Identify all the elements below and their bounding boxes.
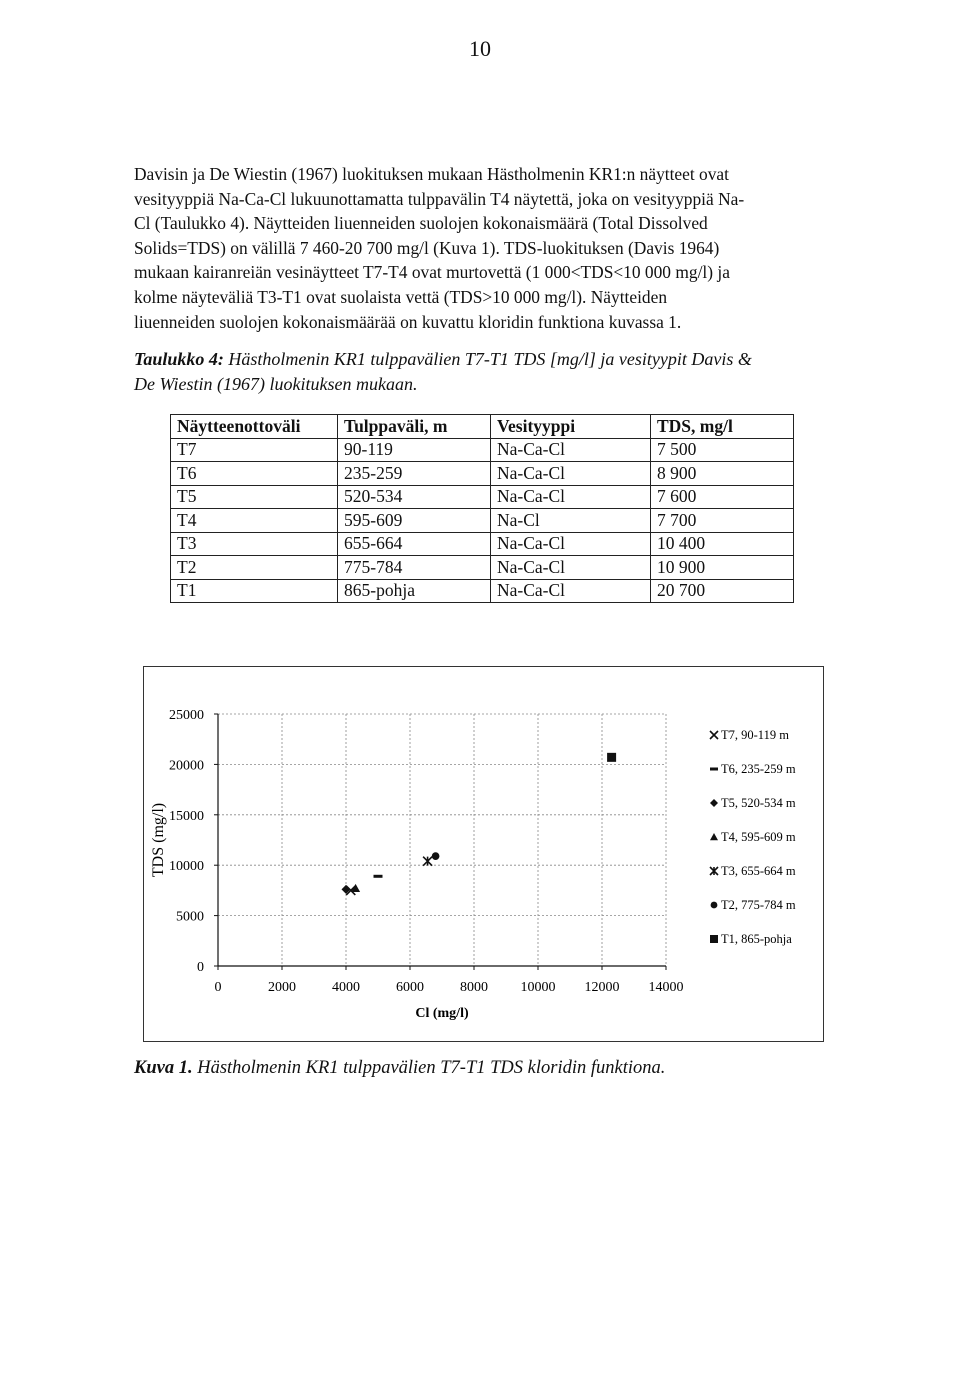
- table-header-cell: Näytteenottoväli: [171, 415, 338, 439]
- x-tick-label: 10000: [520, 980, 556, 995]
- y-tick-label: 10000: [169, 859, 204, 875]
- data-point-circle: [432, 852, 440, 860]
- data-point-square: [607, 753, 616, 762]
- page-number: 10: [469, 36, 491, 61]
- table-cell: Na-Ca-Cl: [491, 438, 651, 462]
- table-caption-line1: Hästholmenin KR1 tulppavälien T7-T1 TDS [mg/l] ja vesityypit Davis &: [228, 349, 752, 369]
- legend-marker-dash: [710, 768, 718, 771]
- x-tick-label: 2000: [268, 980, 296, 995]
- table-cell: 7 500: [651, 438, 794, 462]
- table-cell: T7: [171, 438, 338, 462]
- figure-caption: [134, 1056, 834, 1081]
- legend-label: T3, 655-664 m: [721, 864, 796, 878]
- table-cell: 595-609: [338, 509, 491, 533]
- table-cell: T5: [171, 485, 338, 509]
- table-cell: Na-Ca-Cl: [491, 462, 651, 486]
- legend-marker-square: [710, 935, 718, 943]
- y-tick-label: 25000: [169, 708, 204, 723]
- table-header-cell: Tulppaväli, m: [338, 415, 491, 439]
- table-cell: T1: [171, 579, 338, 603]
- table-header-cell: Vesityyppi: [491, 415, 651, 439]
- table-cell: Na-Ca-Cl: [491, 579, 651, 603]
- table-cell: 90-119: [338, 438, 491, 462]
- figure-caption-text: Hästholmenin KR1 tulppavälien T7-T1 TDS kloridin funktiona.: [197, 1058, 666, 1078]
- paragraph-line-3: Cl (Taulukko 4). Näytteiden liuenneiden suolojen kokonaismäärä (Total Dissolved: [134, 213, 708, 234]
- legend-marker-x: [710, 731, 718, 739]
- table-cell: 7 700: [651, 509, 794, 533]
- paragraph-line-4: Solids=TDS) on välillä 7 460-20 700 mg/l (Kuva 1). TDS-luokituksen (Davis 1964): [134, 237, 720, 258]
- table-cell: 655-664: [338, 532, 491, 556]
- paragraph-line-6: kolme näyteväliä T3-T1 ovat suolaista vettä (TDS>10 000 mg/l). Näytteiden: [134, 286, 668, 307]
- legend-label: T6, 235-259 m: [721, 762, 796, 776]
- table-caption-label: Taulukko 4:: [134, 349, 224, 369]
- y-tick-label: 0: [197, 960, 204, 975]
- legend-label: T4, 595-609 m: [721, 830, 796, 844]
- table-cell: 8 900: [651, 462, 794, 486]
- table-cell: Na-Cl: [491, 509, 651, 533]
- table-caption-line2: De Wiestin (1967) luokituksen mukaan.: [134, 374, 418, 394]
- x-tick-label: 12000: [584, 980, 620, 995]
- table-cell: 775-784: [338, 556, 491, 580]
- table-cell: T3: [171, 532, 338, 556]
- legend-marker-triangle: [710, 833, 718, 840]
- table-cell: 10 400: [651, 532, 794, 556]
- x-axis-label: Cl (mg/l): [415, 1006, 469, 1021]
- y-tick-label: 5000: [176, 909, 204, 925]
- table-cell: 235-259: [338, 462, 491, 486]
- y-tick-label: 15000: [169, 808, 204, 824]
- paragraph-line-7: liuenneiden suolojen kokonaismäärää on kuvattu kloridin funktiona kuvassa 1.: [134, 311, 682, 332]
- legend-label: T7, 90-119 m: [721, 728, 789, 742]
- legend-label: T1, 865-pohja: [721, 932, 792, 946]
- legend-marker-asterisk: [710, 867, 718, 875]
- table-cell: T4: [171, 509, 338, 533]
- legend-marker-circle: [711, 902, 718, 909]
- table-cell: 20 700: [651, 579, 794, 603]
- x-tick-label: 14000: [648, 980, 684, 995]
- legend-label: T5, 520-534 m: [721, 796, 796, 810]
- data-point-dash: [374, 875, 383, 878]
- paragraph-line-2: vesityyppiä Na-Ca-Cl lukuunottamatta tulppavälin T4 näytettä, joka on vesityyppiä Na-: [134, 188, 745, 209]
- x-tick-label: 6000: [396, 980, 424, 995]
- y-tick-label: 20000: [169, 758, 204, 774]
- table-header-cell: TDS, mg/l: [651, 415, 794, 439]
- table-cell: 10 900: [651, 556, 794, 580]
- figure-caption-label: Kuva 1.: [134, 1058, 193, 1078]
- paragraph-line-1: Davisin ja De Wiestin (1967) luokituksen mukaan Hästholmenin KR1:n näytteet ovat: [134, 164, 729, 184]
- legend-label: T2, 775-784 m: [721, 898, 796, 912]
- table-cell: Na-Ca-Cl: [491, 532, 651, 556]
- x-tick-label: 4000: [332, 980, 360, 995]
- table-cell: T6: [171, 462, 338, 486]
- paragraph-line-5: mukaan kairanreiän vesinäytteet T7-T4 ovat murtovettä (1 000<TDS<10 000 mg/l) ja: [134, 262, 730, 283]
- table-cell: 865-pohja: [338, 579, 491, 603]
- legend-marker-diamond: [710, 799, 718, 807]
- table-cell: Na-Ca-Cl: [491, 485, 651, 509]
- y-axis-label: TDS (mg/l): [150, 802, 167, 878]
- table-cell: 520-534: [338, 485, 491, 509]
- x-tick-label: 0: [214, 980, 222, 995]
- data-point-asterisk: [423, 857, 432, 866]
- table-cell: Na-Ca-Cl: [491, 556, 651, 580]
- table-cell: T2: [171, 556, 338, 580]
- x-tick-label: 8000: [460, 980, 488, 995]
- table-cell: 7 600: [651, 485, 794, 509]
